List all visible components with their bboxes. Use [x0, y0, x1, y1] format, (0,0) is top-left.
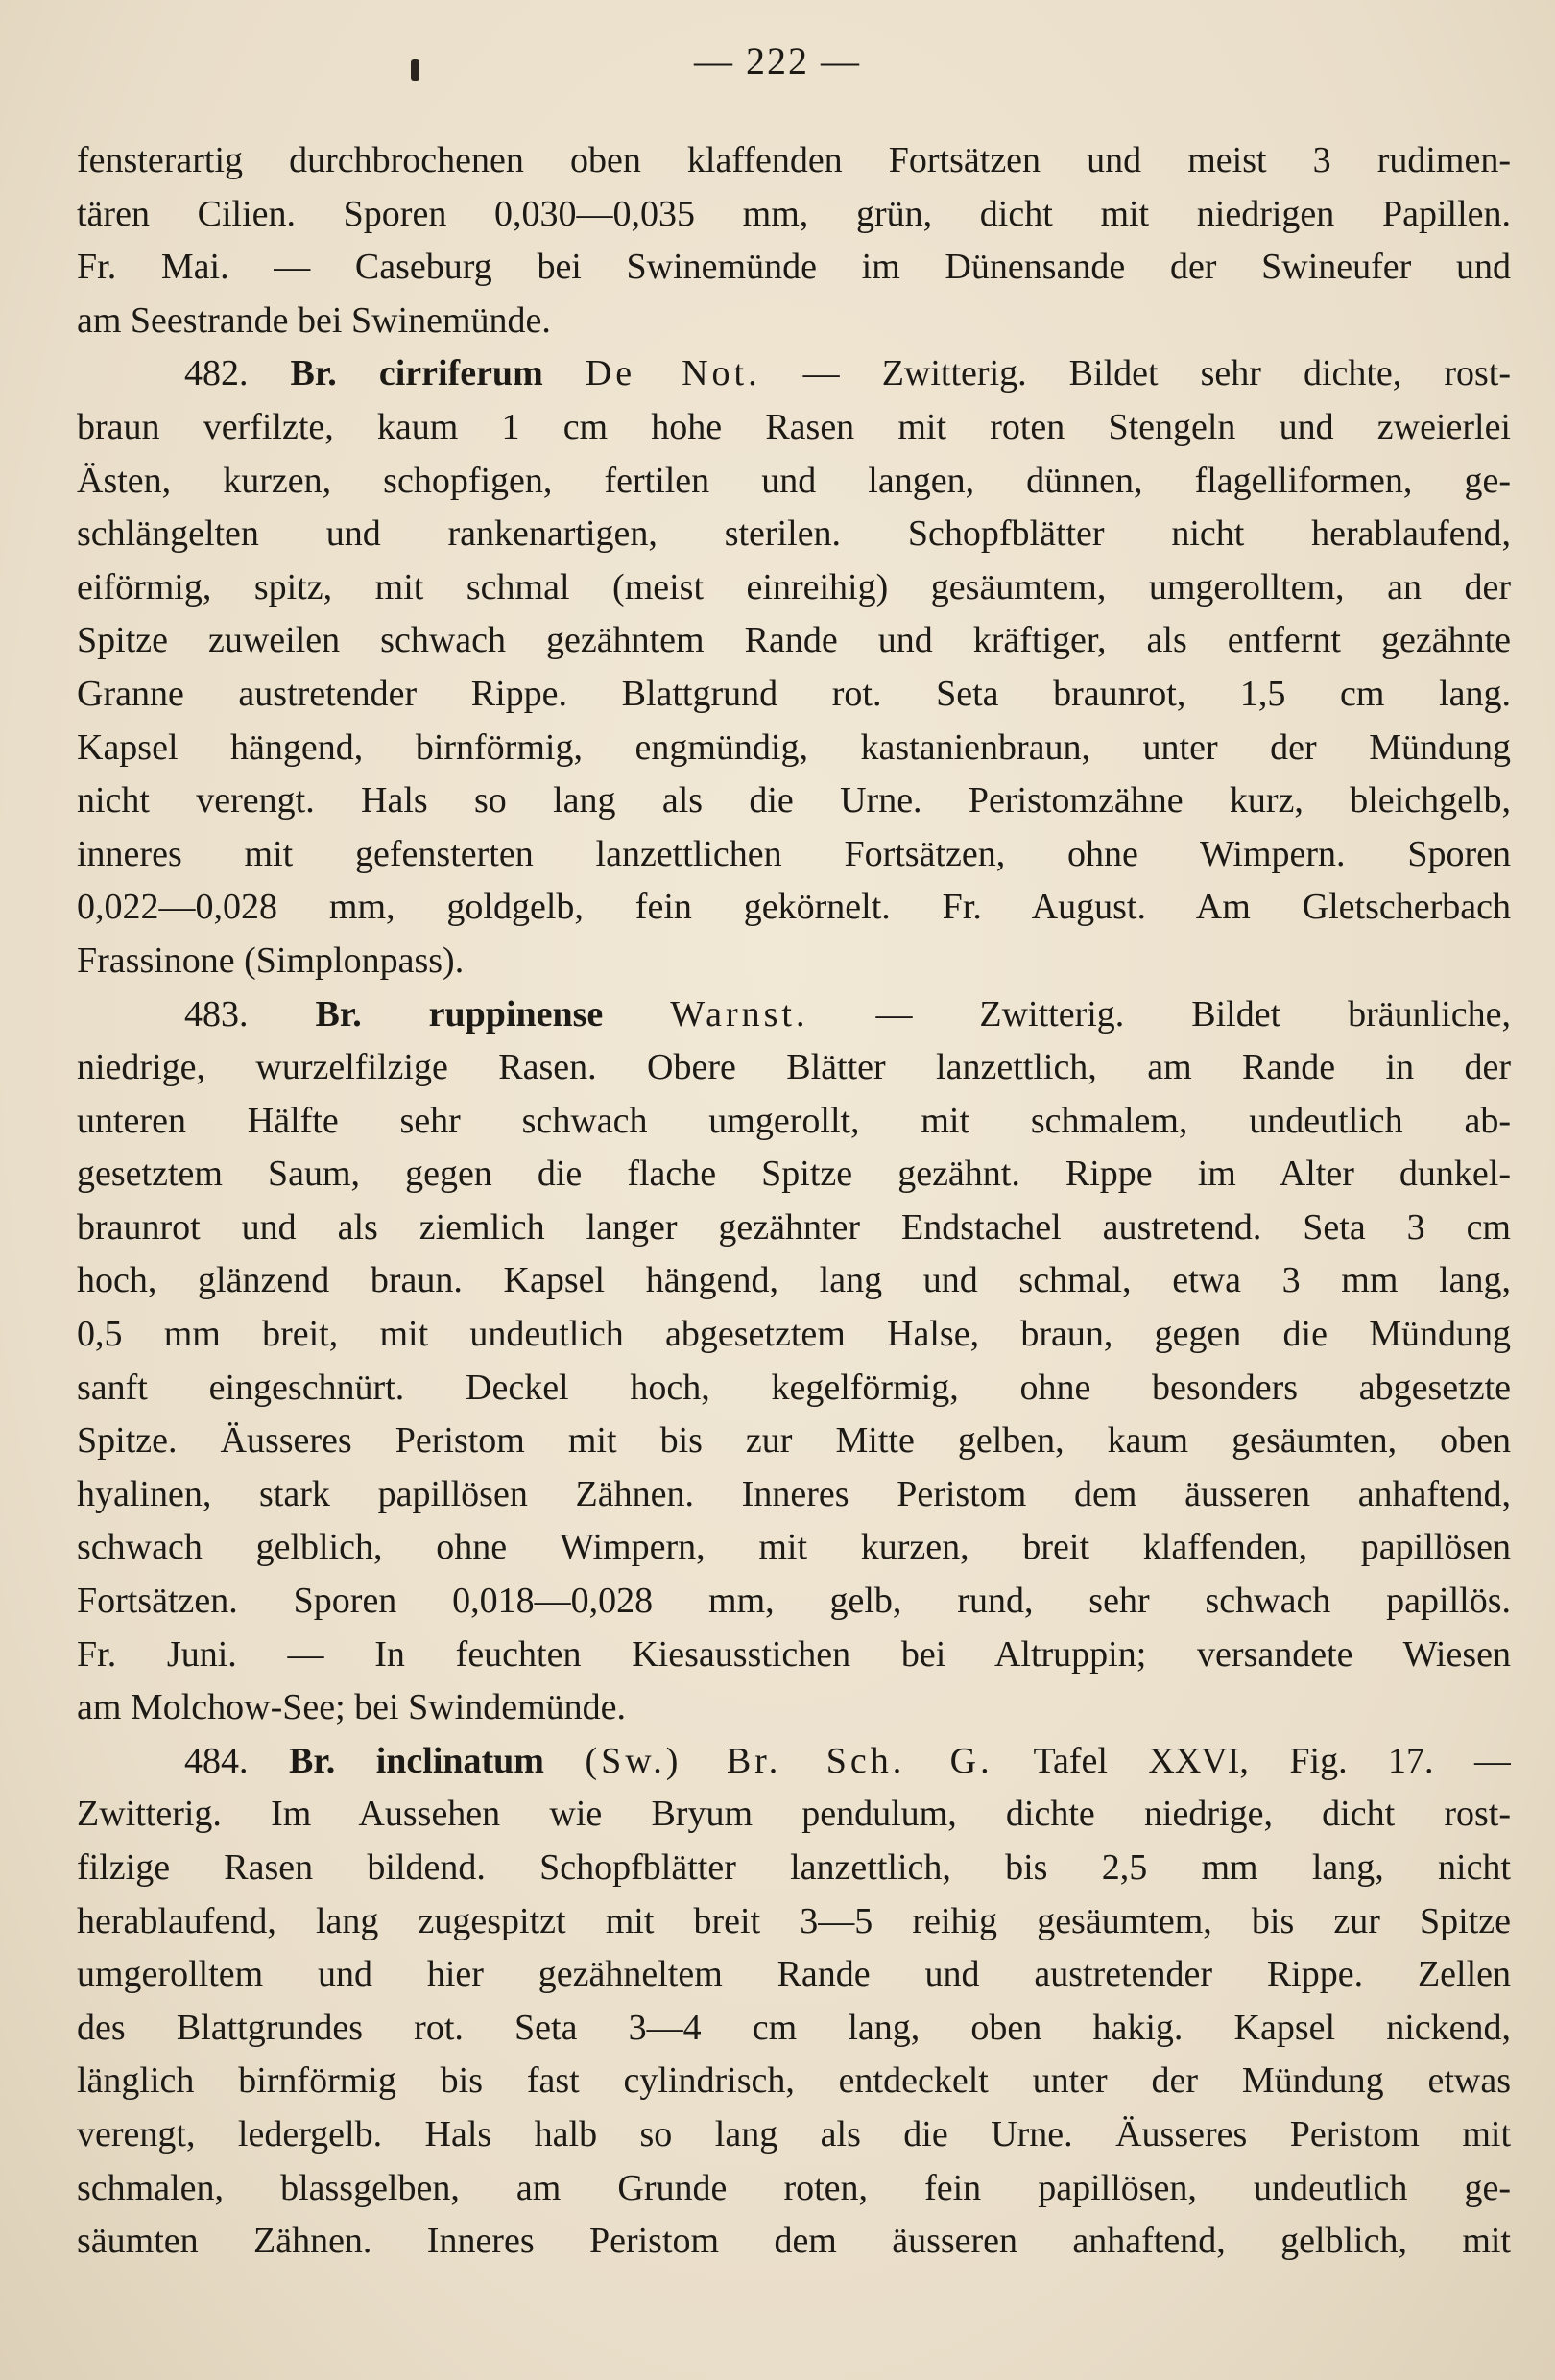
entry-number: 482.	[184, 353, 249, 394]
line-text: fensterartig durchbrochenen oben klaffenden Fortsätzen und meist 3 rudimen-	[77, 140, 1511, 180]
line-text: herablaufend, lang zugespitzt mit breit 3—5 reihig gesäumtem, bis zur Spitze	[77, 1900, 1511, 1941]
line-text: Spitze zuweilen schwach gezähntem Rande und kräftiger, als entfernt gezähnte	[77, 620, 1511, 661]
text-line	[77, 1521, 1511, 1575]
text-line	[77, 668, 1511, 722]
entry-number: 483.	[184, 993, 249, 1035]
text-line	[77, 935, 1511, 988]
text-line	[77, 1095, 1511, 1149]
text-line	[77, 241, 1511, 295]
text-line	[77, 1362, 1511, 1416]
text-line	[77, 1895, 1511, 1949]
line-text: Tafel XXVI, Fig. 17. —	[1033, 1740, 1511, 1781]
text-line	[77, 1308, 1511, 1362]
line-text: schwach gelblich, ohne Wimpern, mit kurzen, breit klaffenden, papillösen	[77, 1527, 1511, 1568]
text-line	[77, 1575, 1511, 1629]
line-text: gesetztem Saum, gegen die flache Spitze gezähnt. Rippe im Alter dunkel-	[77, 1154, 1511, 1195]
text-line	[77, 2162, 1511, 2216]
author-citation: Warnst.	[670, 993, 809, 1035]
line-text: Fr. Juni. — In feuchten Kiesausstichen bei Altruppin; versandete Wiesen	[77, 1633, 1511, 1675]
line-text: hyalinen, stark papillösen Zähnen. Inneres Peristom dem äusseren anhaftend,	[77, 1473, 1511, 1514]
line-text: filzige Rasen bildend. Schopfblätter lanzettlich, bis 2,5 mm lang, nicht	[77, 1847, 1511, 1888]
line-text: Zwitterig. Im Aussehen wie Bryum pendulum, dichte niedrige, dicht rost-	[77, 1794, 1511, 1835]
text-line	[77, 2108, 1511, 2162]
text-line	[77, 2215, 1511, 2269]
line-text: braun verfilzte, kaum 1 cm hohe Rasen mit roten Stengeln und zweierlei	[77, 406, 1511, 447]
species-name: ruppinense	[428, 993, 604, 1035]
entry-number: 484.	[184, 1740, 249, 1781]
text-line	[77, 1735, 1511, 1789]
text-line	[77, 828, 1511, 882]
text-line	[77, 295, 1511, 348]
text-line	[77, 1254, 1511, 1308]
line-text: — Zwitterig. Bildet bräunliche,	[875, 993, 1511, 1035]
text-line	[77, 1148, 1511, 1202]
text-line	[77, 1788, 1511, 1842]
line-text: Kapsel hängend, birnförmig, engmündig, kastanienbraun, unter der Mündung	[77, 726, 1511, 768]
author-citation: (Sw.) Br. Sch. G.	[585, 1740, 993, 1781]
line-text: 0,5 mm breit, mit undeutlich abgesetztem Halse, braun, gegen die Mündung	[77, 1314, 1511, 1355]
text-line	[77, 1629, 1511, 1682]
line-text: verengt, ledergelb. Hals halb so lang als die Urne. Äusseres Peristom mit	[77, 2113, 1511, 2154]
genus-abbrev: Br.	[290, 353, 337, 394]
text-line	[77, 1415, 1511, 1468]
line-text: tären Cilien. Sporen 0,030—0,035 mm, grün, dicht mit niedrigen Papillen.	[77, 193, 1511, 234]
text-line	[77, 134, 1511, 188]
line-text: Frassinone (Simplonpass).	[77, 940, 465, 981]
text-line	[77, 455, 1511, 509]
text-line	[77, 1681, 1511, 1735]
species-name: inclinatum	[375, 1740, 544, 1781]
text-line	[77, 561, 1511, 615]
text-line	[77, 1202, 1511, 1255]
line-text: Granne austretender Rippe. Blattgrund rot. Seta braunrot, 1,5 cm lang.	[77, 673, 1511, 714]
line-text: nicht verengt. Hals so lang als die Urne. Peristomzähne kurz, bleichgelb,	[77, 780, 1511, 821]
line-text: eiförmig, spitz, mit schmal (meist einreihig) gesäumtem, umgerolltem, an der	[77, 566, 1511, 607]
line-text: säumten Zähnen. Inneres Peristom dem äusseren anhaftend, gelblich, mit	[77, 2221, 1511, 2262]
line-text: hoch, glänzend braun. Kapsel hängend, lang und schmal, etwa 3 mm lang,	[77, 1260, 1511, 1301]
species-name: cirriferum	[378, 353, 543, 394]
genus-abbrev: Br.	[288, 1740, 336, 1781]
line-text: Fortsätzen. Sporen 0,018—0,028 mm, gelb, rund, sehr schwach papillös.	[77, 1581, 1511, 1622]
text-line	[77, 1468, 1511, 1522]
line-text: 0,022—0,028 mm, goldgelb, fein gekörnelt. Fr. August. Am Gletscherbach	[77, 887, 1511, 928]
line-text: schlängelten und rankenartigen, sterilen. Schopfblätter nicht herablaufend,	[77, 513, 1511, 555]
text-line	[77, 614, 1511, 668]
text-line	[77, 1948, 1511, 2002]
line-text: des Blattgrundes rot. Seta 3—4 cm lang, oben hakig. Kapsel nickend,	[77, 2007, 1511, 2048]
genus-abbrev: Br.	[315, 993, 362, 1035]
line-text: Ästen, kurzen, schopfigen, fertilen und langen, dünnen, flagelliformen, ge-	[77, 460, 1511, 501]
text-line	[77, 722, 1511, 775]
text-line	[77, 188, 1511, 242]
line-text: am Molchow-See; bei Swindemünde.	[77, 1687, 627, 1728]
line-text: umgerolltem und hier gezähneltem Rande und austretender Rippe. Zellen	[77, 1954, 1511, 1995]
text-line	[77, 2055, 1511, 2108]
line-text: braunrot und als ziemlich langer gezähnter Endstachel austretend. Seta 3 cm	[77, 1206, 1511, 1248]
text-line	[77, 401, 1511, 455]
line-text: unteren Hälfte sehr schwach umgerollt, mit schmalem, undeutlich ab-	[77, 1100, 1511, 1141]
line-text: Fr. Mai. — Caseburg bei Swinemünde im Dünensande der Swineufer und	[77, 247, 1511, 288]
page-number: — 222 —	[694, 39, 861, 83]
text-line	[77, 988, 1511, 1042]
line-text: schmalen, blassgelben, am Grunde roten, fein papillösen, undeutlich ge-	[77, 2167, 1511, 2208]
text-line	[77, 1842, 1511, 1895]
line-text: sanft eingeschnürt. Deckel hoch, kegelförmig, ohne besonders abgesetzte	[77, 1367, 1511, 1408]
line-text: inneres mit gefensterten lanzettlichen Fortsätzen, ohne Wimpern. Sporen	[77, 833, 1511, 874]
author-citation: De Not.	[585, 353, 761, 394]
text-line	[77, 881, 1511, 935]
text-line	[77, 347, 1511, 401]
body-text	[77, 134, 1511, 2269]
text-line	[77, 774, 1511, 828]
text-line	[77, 1041, 1511, 1095]
line-text: am Seestrande bei Swinemünde.	[77, 299, 551, 341]
line-text: — Zwitterig. Bildet sehr dichte, rost-	[802, 353, 1511, 394]
line-text: länglich birnförmig bis fast cylindrisch, entdeckelt unter der Mündung etwas	[77, 2060, 1511, 2102]
text-line	[77, 2002, 1511, 2056]
line-text: Spitze. Äusseres Peristom mit bis zur Mitte gelben, kaum gesäumten, oben	[77, 1420, 1511, 1462]
text-line	[77, 508, 1511, 561]
line-text: niedrige, wurzelfilzige Rasen. Obere Blätter lanzettlich, am Rande in der	[77, 1047, 1511, 1088]
